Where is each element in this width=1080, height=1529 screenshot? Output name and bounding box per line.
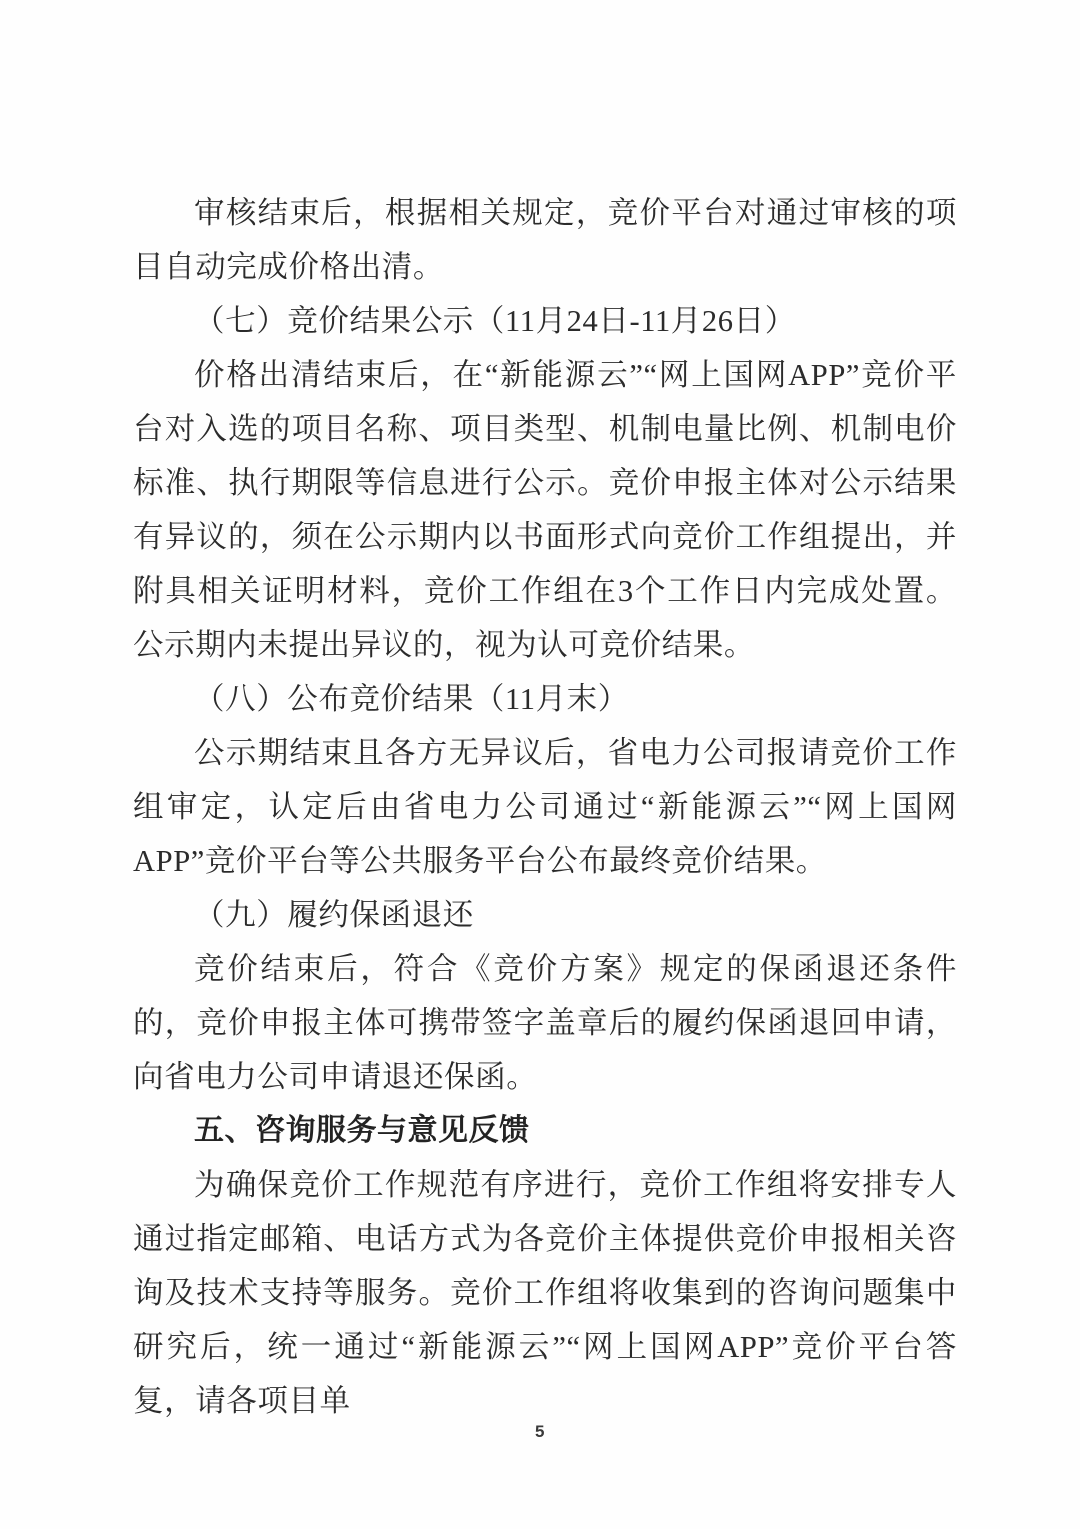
subheading-eight-announce-result: （八）公布竞价结果（11月末） (194, 682, 629, 716)
paragraph-result-publicity-body: 价格出清结束后，在“新能源云”“网上国网APP”竞价平台对入选的项目名称、项目类型、机制电量比例、机制电价标准、执行期限等信息进行公示。竞价申报主体对公示结果有异议的，须在公示期内以书面形式向竞价工作组提出，并附具相关证明材料，竞价工作组在3个工作日内完成处置。公示期内未提出异议的，视为认可竞价结果。 (133, 358, 957, 662)
paragraph-audit-clearing: 审核结束后，根据相关规定，竞价平台对通过审核的项目自动完成价格出清。 (133, 196, 957, 284)
subheading-nine-guarantee-refund: （九）履约保函退还 (194, 898, 474, 932)
paragraph-consultation-feedback-body: 为确保竞价工作规范有序进行，竞价工作组将安排专人通过指定邮箱、电话方式为各竞价主体提供竞价申报相关咨询及技术支持等服务。竞价工作组将收集到的咨询问题集中研究后，统一通过“新能源云”“网上国网APP”竞价平台答复，请各项目单 (133, 1168, 957, 1418)
heading-five-consultation-feedback: 五、咨询服务与意见反馈 (194, 1114, 530, 1147)
paragraph-announce-result-body: 公示期结束且各方无异议后，省电力公司报请竞价工作组审定，认定后由省电力公司通过“新能源云”“网上国网APP”竞价平台等公共服务平台公布最终竞价结果。 (133, 736, 957, 878)
paragraph-guarantee-refund-body: 竞价结束后，符合《竞价方案》规定的保函退还条件的，竞价申报主体可携带签字盖章后的履约保函退回申请，向省电力公司申请退还保函。 (133, 952, 957, 1094)
subheading-seven-result-publicity: （七）竞价结果公示（11月24日-11月26日） (194, 304, 796, 338)
page-number: 5 (535, 1422, 545, 1441)
document-body (133, 186, 957, 1428)
